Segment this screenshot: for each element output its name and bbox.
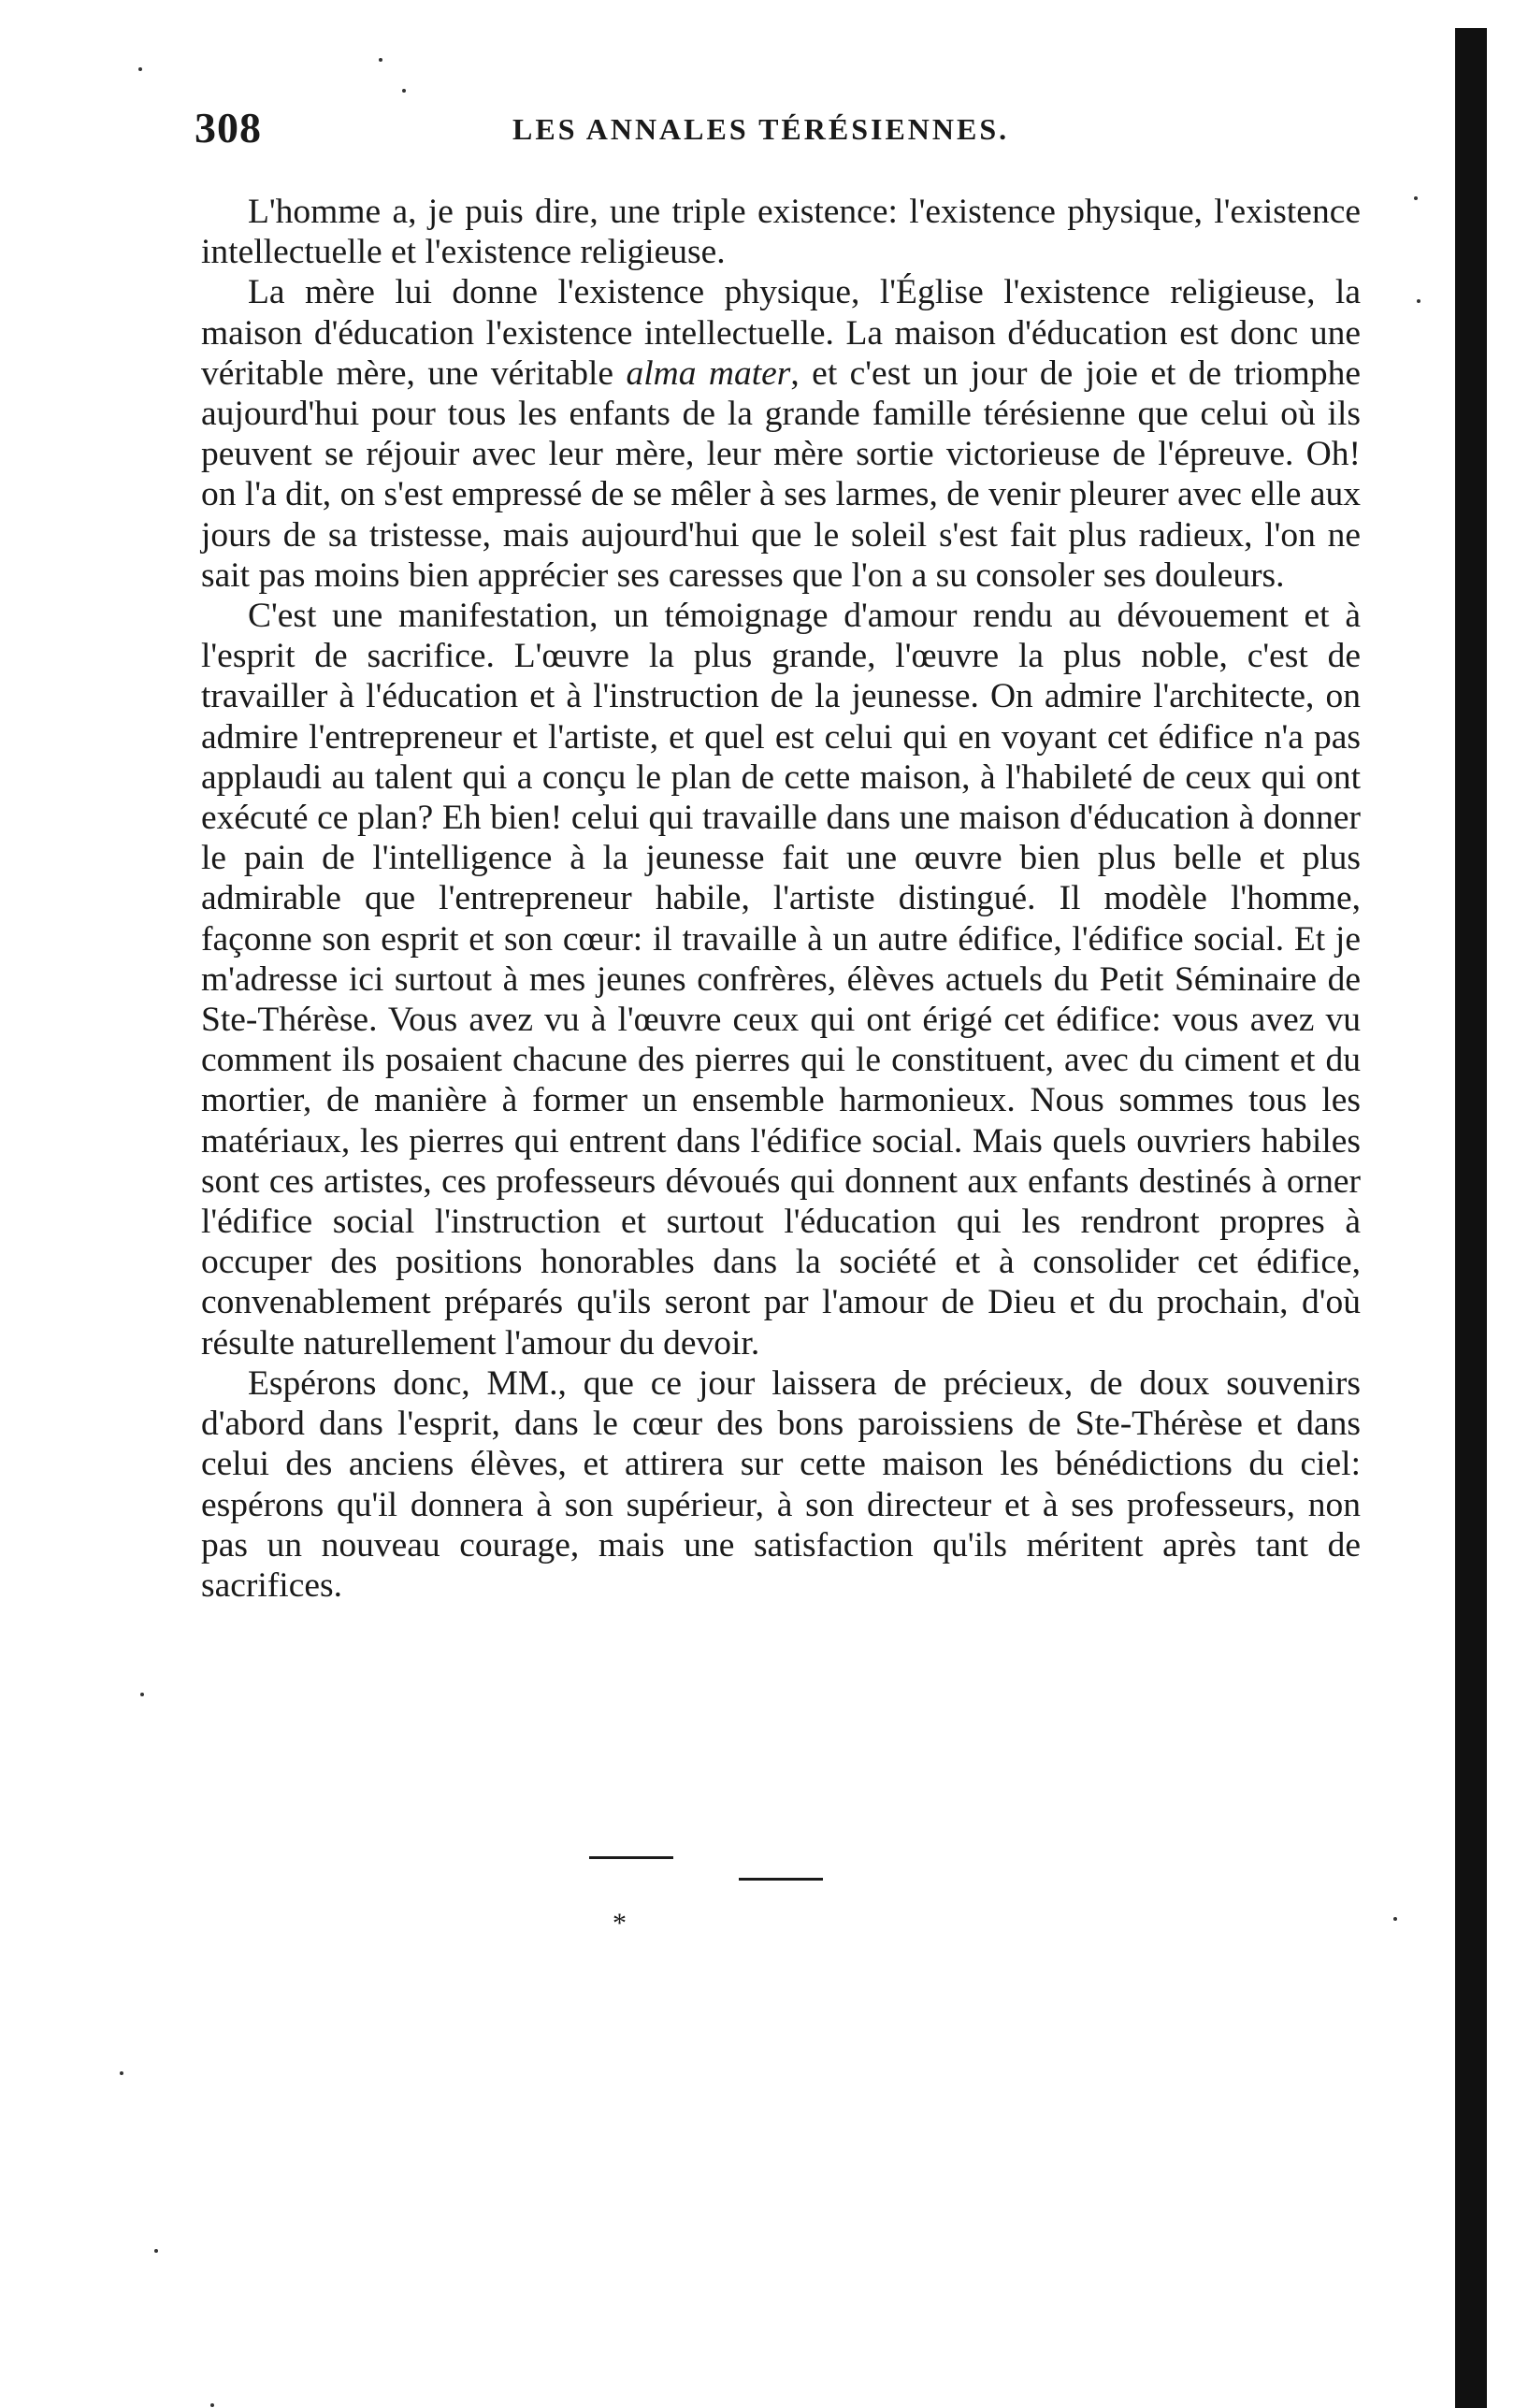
print-speck	[140, 1693, 144, 1696]
end-rule-right	[739, 1878, 823, 1881]
end-rule-left	[589, 1856, 673, 1859]
body-text	[201, 192, 1361, 1606]
page-number: 308	[195, 104, 262, 151]
paragraph-2-italic: alma mater	[626, 353, 791, 393]
print-speck	[402, 89, 406, 93]
binding-shadow	[1455, 28, 1487, 2408]
end-ornament: *	[613, 1908, 627, 1939]
paragraph-2	[201, 272, 1361, 596]
print-speck	[1417, 299, 1420, 303]
paragraph-1: L'homme a, je puis dire, une triple existence: l'existence physique, l'existence intellectuelle et l'existence religieuse.	[201, 193, 1361, 272]
print-speck	[1393, 1917, 1397, 1921]
print-speck	[1414, 196, 1418, 200]
print-speck	[120, 2071, 123, 2075]
print-speck	[138, 67, 142, 71]
print-speck	[379, 58, 382, 62]
paragraph-2-part-1: La mère lui donne l'existence physique, l'Église l'existence religieuse, la maison d'éducation l'existence intellectuelle. La maison d'éducation est donc une véritable mère, une véritable	[201, 273, 1361, 393]
paragraph-3: C'est une manifestation, un témoignage d'amour rendu au dévouement et à l'esprit de sacrifice. L'œuvre la plus grande, l'œuvre la plus noble, c'est de travailler à l'éducation et à l'instruction de la jeunesse. On admire l'architecte, on admire l'entrepreneur et l'artiste, et quel est celui qui en voyant cet édifice n'a pas applaudi au talent qui a conçu le plan de cette maison, à l'habileté de ceux qui ont exécuté ce plan? Eh bien! celui qui travaille dans une maison d'éducation à donner le pain de l'intelligence à la jeunesse fait une œuvre bien plus belle et plus admirable que l'entrepreneur habile, l'artiste distingué. Il modèle l'homme, façonne son esprit et son cœur: il travaille à un autre édifice, l'édifice social. Et je m'adresse ici surtout à mes jeunes confrères, élèves actuels du Petit Séminaire de Ste-Thérèse. Vous avez vu à l'œuvre ceux qui ont érigé cet édifice: vous avez vu comment ils posaient chacune des pierres qui le constituent, avec du ciment et du mortier, de manière à former un ensemble harmonieux. Nous sommes tous les matériaux, les pierres qui entrent dans l'édifice social. Mais quels ouvriers habiles sont ces artistes, ces professeurs dévoués qui donnent aux enfants destinés à orner l'édifice social l'instruction et surtout l'éducation qui les rendront propres à occuper des positions honorables dans la société et à consolider cet édifice, convenablement préparés qu'ils seront par l'amour de Dieu et du prochain, d'où résulte naturellement l'amour du devoir.	[201, 597, 1361, 1363]
print-speck	[154, 2249, 158, 2253]
paragraph-2-part-2: , et c'est un jour de joie et de triomphe aujourd'hui pour tous les enfants de la grande famille térésienne que celui où ils peuvent se réjouir avec leur mère, leur mère sortie victorieuse de l'épreuve. Oh! on l'a dit, on s'est empressé de se mêler à ses larmes, de venir pleurer avec elle aux jours de sa tristesse, mais aujourd'hui que le soleil s'est fait plus radieux, l'on ne sait pas moins bien apprécier ses caresses que l'on a su consoler ses douleurs.	[201, 353, 1361, 595]
paragraph-4: Espérons donc, MM., que ce jour laissera de précieux, de doux souvenirs d'abord dans l'esprit, dans le cœur des bons paroissiens de Ste-Thérèse et dans celui des anciens élèves, et attirera sur cette maison les bénédictions du ciel: espérons qu'il donnera à son supérieur, à son directeur et à ses professeurs, non pas un nouveau courage, mais une satisfaction qu'ils méritent après tant de sacrifices.	[201, 1363, 1361, 1605]
print-speck	[210, 2403, 214, 2407]
running-title: LES ANNALES TÉRÉSIENNES.	[512, 112, 1010, 146]
page-header	[195, 103, 1373, 159]
